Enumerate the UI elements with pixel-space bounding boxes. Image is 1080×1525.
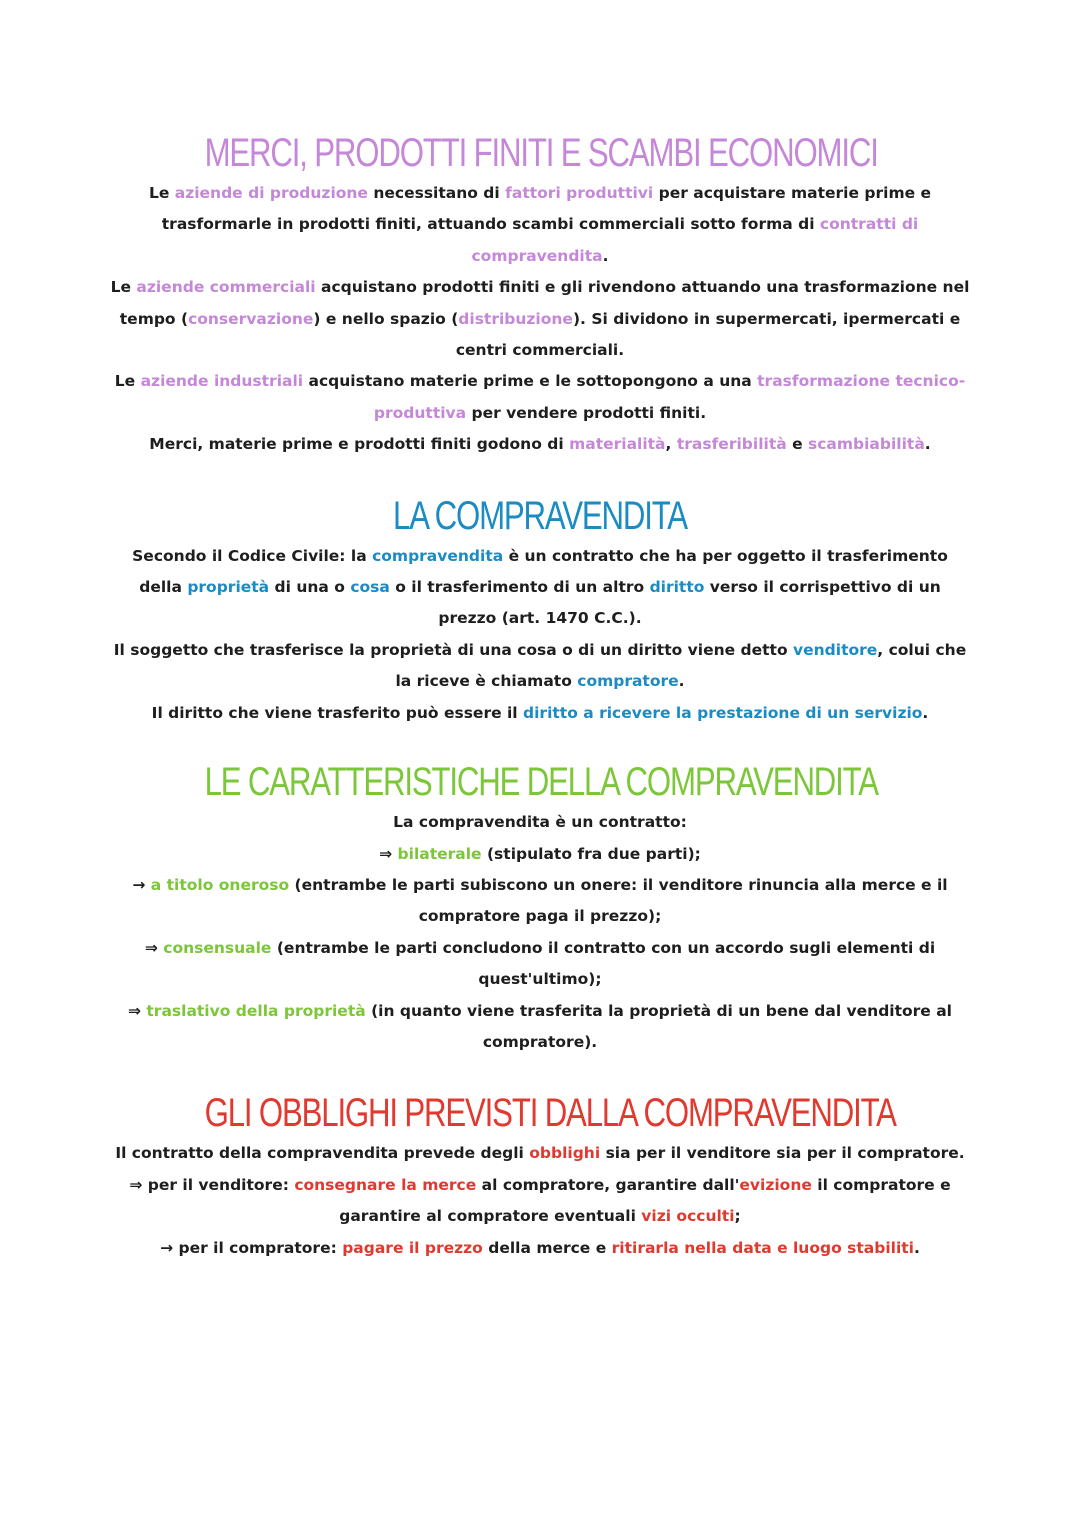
keyword: aziende industriali [140, 372, 304, 391]
keyword: consensuale [163, 938, 272, 957]
keyword: aziende di produzione [174, 184, 368, 202]
section-title: LE CARATTERISTICHE DELLA COMPRAVENDITA [204, 760, 878, 805]
section-compravendita [110, 491, 970, 729]
keyword: distribuzione [458, 309, 573, 328]
keyword: aziende commerciali [136, 278, 316, 297]
keyword: trasferibilità [676, 435, 787, 454]
paragraph: Le aziende commerciali acquistano prodotti finiti e gli rivendono attuando una trasformazione nel tempo (conservazione) e nello spazio (distribuzione). Si dividono in supermercati, ipermercati e centri commerciali. [110, 278, 970, 360]
paragraph: Merci, materie prime e prodotti finiti godono di materialità, trasferibilità e scambiabilità. [149, 435, 931, 454]
keyword: scambiabilità [808, 435, 925, 454]
section-title: LA COMPRAVENDITA [393, 493, 687, 538]
keyword: pagare il prezzo [342, 1238, 483, 1257]
keyword: compratore [577, 672, 679, 691]
keyword: evizione [739, 1175, 812, 1194]
list-item: ⇒ traslativo della proprietà (in quanto viene trasferita la proprietà di un bene dal venditore al compratore). [128, 1001, 952, 1051]
keyword: trasformazione tecnico-produttiva [373, 372, 966, 422]
keyword: venditore [793, 640, 878, 659]
keyword: diritto a ricevere la prestazione di un servizio [523, 703, 923, 722]
section-caratteristiche [110, 757, 970, 1058]
paragraph: La compravendita è un contratto: [393, 813, 687, 832]
section-merci [110, 128, 970, 461]
paragraph: Il soggetto che trasferisce la proprietà di una cosa o di un diritto viene detto venditore, colui che la riceve è chiamato compratore. [113, 640, 967, 691]
notes-page [110, 128, 970, 1264]
keyword: materialità [569, 435, 666, 454]
keyword: conservazione [188, 309, 314, 328]
section-title: MERCI, PRODOTTI FINITI E SCAMBI ECONOMICI [204, 131, 878, 175]
keyword: traslativo della proprietà [146, 1001, 366, 1020]
keyword: contratti di compravendita [471, 215, 919, 265]
keyword: consegnare la merce [294, 1175, 477, 1194]
keyword: vizi occulti [641, 1207, 735, 1226]
list-item: ⇒ per il venditore: consegnare la merce al compratore, garantire dall'evizione il compratore e garantire al compratore eventuali vizi occulti; [129, 1175, 951, 1226]
keyword: obblighi [529, 1144, 601, 1163]
keyword: compravendita [372, 546, 504, 565]
keyword: fattori produttivi [505, 184, 654, 202]
list-item: → per il compratore: pagare il prezzo della merce e ritirarla nella data e luogo stabiliti. [160, 1238, 920, 1257]
paragraph: Il diritto che viene trasferito può essere il diritto a ricevere la prestazione di un servizio. [151, 703, 929, 722]
keyword: ritirarla nella data e luogo stabiliti [611, 1238, 914, 1257]
paragraph: Le aziende di produzione necessitano di fattori produttivi per acquistare materie prime e trasformarle in prodotti finiti, attuando scambi commerciali sotto forma di contratti di compravendita. [148, 184, 932, 265]
list-item: → a titolo oneroso (entrambe le parti subiscono un onere: il venditore rinuncia alla merce e il compratore paga il prezzo); [132, 875, 948, 926]
paragraph: Le aziende industriali acquistano materie prime e le sottopongono a una trasformazione tecnico-produttiva per vendere prodotti finiti. [114, 372, 966, 422]
section-title: GLI OBBLIGHI PREVISTI DALLA COMPRAVENDITA [204, 1091, 896, 1136]
section-obblighi [110, 1088, 970, 1264]
keyword: diritto [649, 578, 705, 597]
keyword: proprietà [187, 578, 270, 597]
paragraph: Il contratto della compravendita prevede degli obblighi sia per il venditore sia per il compratore. [115, 1144, 965, 1163]
paragraph: Secondo il Codice Civile: la compravendita è un contratto che ha per oggetto il trasferimento della proprietà di una o cosa o il trasferimento di un altro diritto verso il corrispettivo di un prezzo (art. 1470 C.C.). [132, 546, 948, 628]
list-item: ⇒ consensuale (entrambe le parti concludono il contratto con un accordo sugli elementi di quest'ultimo); [144, 938, 936, 989]
keyword: cosa [350, 578, 390, 597]
keyword: a titolo oneroso [150, 875, 290, 894]
keyword: bilaterale [397, 844, 482, 863]
list-item: ⇒ bilaterale (stipulato fra due parti); [379, 844, 701, 863]
